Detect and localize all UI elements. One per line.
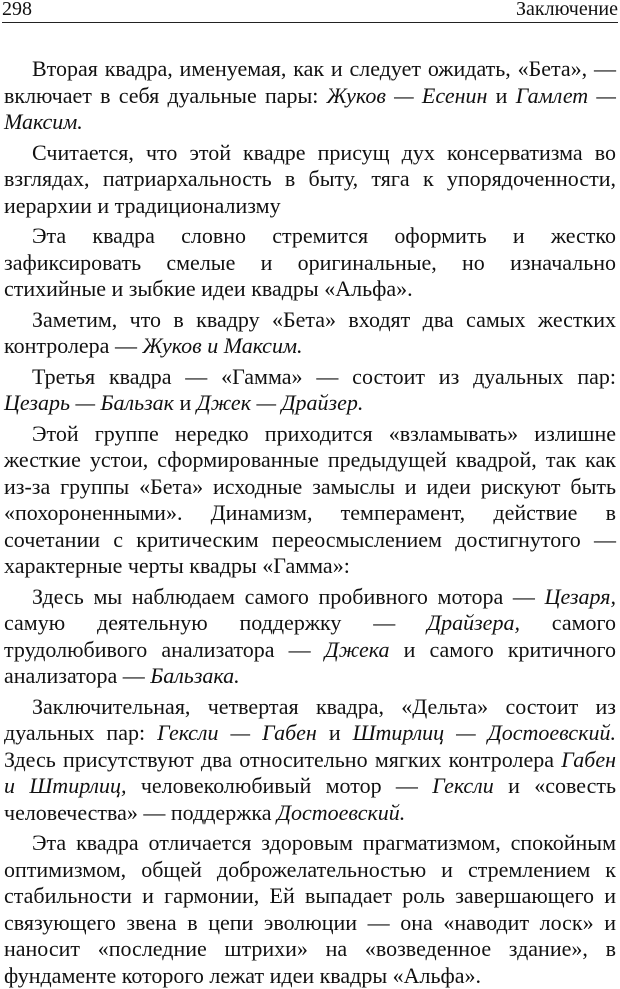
paragraph (4, 421, 616, 580)
text-segment: Третья квадра — «Гамма» — состоит из дуальных пар: (32, 363, 616, 389)
body-text (4, 56, 616, 989)
italic-text-segment: Гексли — Габен (157, 720, 317, 745)
text-segment: Здесь присутствуют два относительно мягких контролера (4, 746, 562, 772)
paragraph (4, 223, 616, 303)
italic-text-segment: Достоевский. (277, 799, 406, 825)
italic-text-segment: Джек — Драйзер. (196, 390, 364, 415)
italic-text-segment: Цезаря, (544, 583, 616, 609)
text-segment: Считается, что этой квадре присущ дух консерватизма во взглядах, патриархальность в быту, тяга к упорядоченности, иерархии и традиционализму (4, 139, 616, 218)
paragraph (4, 830, 616, 989)
text-segment: и «совесть человечества» — поддержка (4, 773, 616, 825)
text-segment: и (316, 720, 353, 745)
paragraph (4, 584, 616, 690)
text-segment: и (487, 82, 516, 108)
text-segment: Заметим, что в квадру «Бета» входят два самых жестких контролера — (4, 306, 616, 358)
italic-text-segment: Штирлиц — Достоевский. (352, 720, 616, 745)
paragraph (4, 364, 616, 417)
page-header (2, 0, 618, 23)
italic-text-segment: Гамлет — Максим. (4, 82, 616, 134)
text-segment: и (173, 390, 197, 415)
text-segment: самую деятельную поддержку — (4, 610, 428, 635)
page-number: 298 (2, 0, 32, 20)
text-segment: Здесь мы наблюдаем самого пробивного мотора — (32, 583, 545, 609)
text-segment: самого трудолюбивого анализатора — (4, 610, 616, 662)
text-segment: человеколюбивый мотор — (126, 773, 433, 798)
text-segment: Этой группе нередко приходится «взламывать» излишне жесткие устои, сформированные предыдущей квадрой, так как из-за группы «Бета» исходные замыслы и идеи рискуют быть «похороненными». Динамизм, темперамент, действие в сочетании с критическим переосмыслением достигнутого — характерные черты квадры «Гамма»: (4, 420, 616, 578)
italic-text-segment: Драйзера, (427, 610, 520, 635)
text-segment: Заключительная, четвертая квадра, «Дельта» состоит из дуальных пар: (4, 693, 616, 745)
text-segment: Вторая квадра, именуемая, как и следует ожидать, «Бета», — включает в себя дуальные пары: (4, 56, 616, 108)
italic-text-segment: Бальзака. (150, 663, 240, 688)
text-segment: Эта квадра отличается здоровым прагматизмом, спокойным оптимизмом, общей доброжелательностью и стремлением к стабильности и гармонии, Ей выпадает роль завершающего и связующего звена в цепи эволюции — она «наводит лоск» и наносит «последние штрихи» на «возведенное здание», в фундаменте которого лежат идеи квадры «Альфа». (4, 830, 616, 988)
running-title: Заключение (516, 0, 618, 20)
paragraph (4, 56, 616, 136)
italic-text-segment: Жуков и Максим. (142, 333, 303, 358)
italic-text-segment: Цезарь — Бальзак (4, 390, 174, 415)
text-segment: Эта квадра словно стремится оформить и жестко зафиксировать смелые и оригинальные, но изначально стихийные и зыбкие идеи квадры «Альфа». (4, 223, 616, 301)
text-segment: и самого критичного анализатора — (4, 636, 616, 688)
paragraph (4, 694, 616, 827)
paragraph (4, 307, 616, 360)
paragraph (4, 140, 616, 220)
italic-text-segment: Джека (324, 636, 390, 662)
italic-text-segment: Жуков — Есенин (326, 82, 488, 108)
italic-text-segment: Габен и Штирлиц, (4, 746, 616, 798)
italic-text-segment: Гексли (432, 773, 494, 798)
